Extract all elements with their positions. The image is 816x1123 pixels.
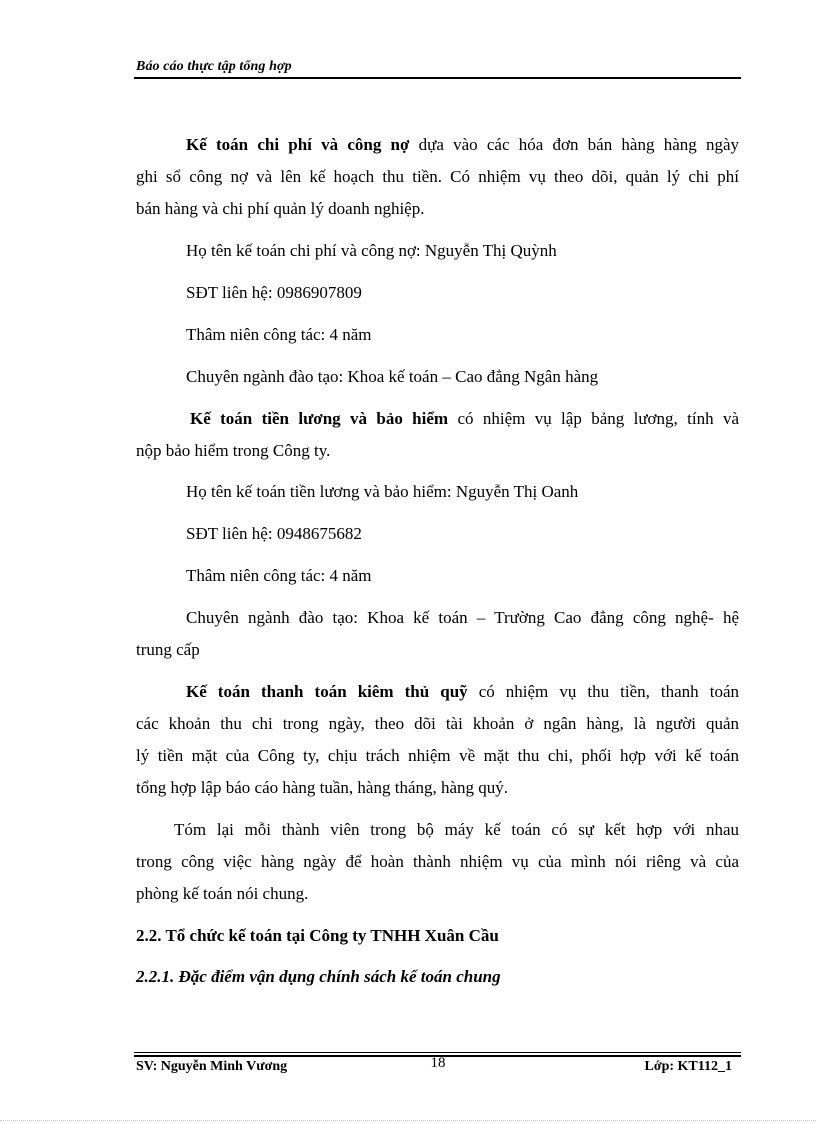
paragraph-payment-cashier-line-4: tổng hợp lập báo cáo hàng tuần, hàng tháng, hàng quý. [136, 778, 509, 797]
paragraph-text: có nhiệm vụ lập bảng lương, tính và [448, 409, 739, 428]
salary-accountant-tenure: Thâm niên công tác: 4 năm [186, 566, 372, 585]
footer-class-code: Lớp: KT112_1 [644, 1059, 732, 1074]
header-divider [134, 77, 741, 79]
paragraph-summary-line-3: phòng kế toán nói chung. [136, 884, 309, 903]
cost-debt-accountant-major: Chuyên ngành đào tạo: Khoa kế toán – Cao đẳng Ngân hàng [186, 367, 599, 386]
header-title: Báo cáo thực tập tổng hợp [136, 59, 292, 74]
term-salary-insurance-accountant: Kế toán tiền lương và bảo hiểm [190, 409, 449, 428]
paragraph-cost-debt-line-2: ghi sổ công nợ và lên kế hoạch thu tiền. Có nhiệm vụ theo dõi, quản lý chi phí [136, 167, 739, 186]
term-payment-cashier-accountant: Kế toán thanh toán kiêm thủ quỹ [186, 682, 468, 701]
salary-accountant-name: Họ tên kế toán tiền lương và bảo hiểm: Nguyễn Thị Oanh [186, 482, 579, 501]
paragraph-salary-insurance-line-2: nộp bảo hiểm trong Công ty. [136, 441, 331, 460]
footer-student-name: SV: Nguyễn Minh Vương [136, 1059, 288, 1074]
paragraph-payment-cashier-line-1 [186, 682, 739, 702]
paragraph-payment-cashier-line-3: lý tiền mặt của Công ty, chịu trách nhiệm về mặt thu chi, phối hợp với kế toán [136, 746, 739, 765]
paragraph-summary-line-1: Tóm lại mỗi thành viên trong bộ máy kế toán có sự kết hợp với nhau [174, 820, 739, 839]
paragraph-cost-debt-line-1 [186, 135, 739, 155]
subsection-heading-2-2-1: 2.2.1. Đặc điểm vận dụng chính sách kế toán chung [136, 967, 501, 986]
cost-debt-accountant-phone: SĐT liên hệ: 0986907809 [186, 283, 362, 302]
page-bottom-edge [0, 1120, 816, 1121]
footer-divider-thin [134, 1052, 741, 1053]
paragraph-text: dựa vào các hóa đơn bán hàng hàng ngày [409, 135, 739, 154]
paragraph-payment-cashier-line-2: các khoản thu chi trong ngày, theo dõi tài khoản ở ngân hàng, là người quản [136, 714, 739, 733]
cost-debt-accountant-tenure: Thâm niên công tác: 4 năm [186, 325, 372, 344]
paragraph-summary-line-2: trong công việc hàng ngày để hoàn thành nhiệm vụ của mình nói riêng và của [136, 852, 739, 871]
paragraph-salary-insurance-line-1 [190, 409, 739, 429]
cost-debt-accountant-name: Họ tên kế toán chi phí và công nợ: Nguyễn Thị Quỳnh [186, 241, 557, 260]
salary-accountant-major-line-2: trung cấp [136, 640, 200, 659]
paragraph-cost-debt-line-3: bán hàng và chi phí quản lý doanh nghiệp. [136, 199, 425, 218]
section-heading-2-2: 2.2. Tổ chức kế toán tại Công ty TNHH Xuân Cầu [136, 926, 499, 945]
paragraph-text: có nhiệm vụ thu tiền, thanh toán [467, 682, 739, 701]
salary-accountant-major-line-1: Chuyên ngành đào tạo: Khoa kế toán – Trường Cao đẳng công nghệ- hệ [186, 608, 739, 627]
footer-page-number: 18 [430, 1055, 446, 1071]
term-cost-debt-accountant: Kế toán chi phí và công nợ [186, 135, 410, 154]
salary-accountant-phone: SĐT liên hệ: 0948675682 [186, 524, 362, 543]
